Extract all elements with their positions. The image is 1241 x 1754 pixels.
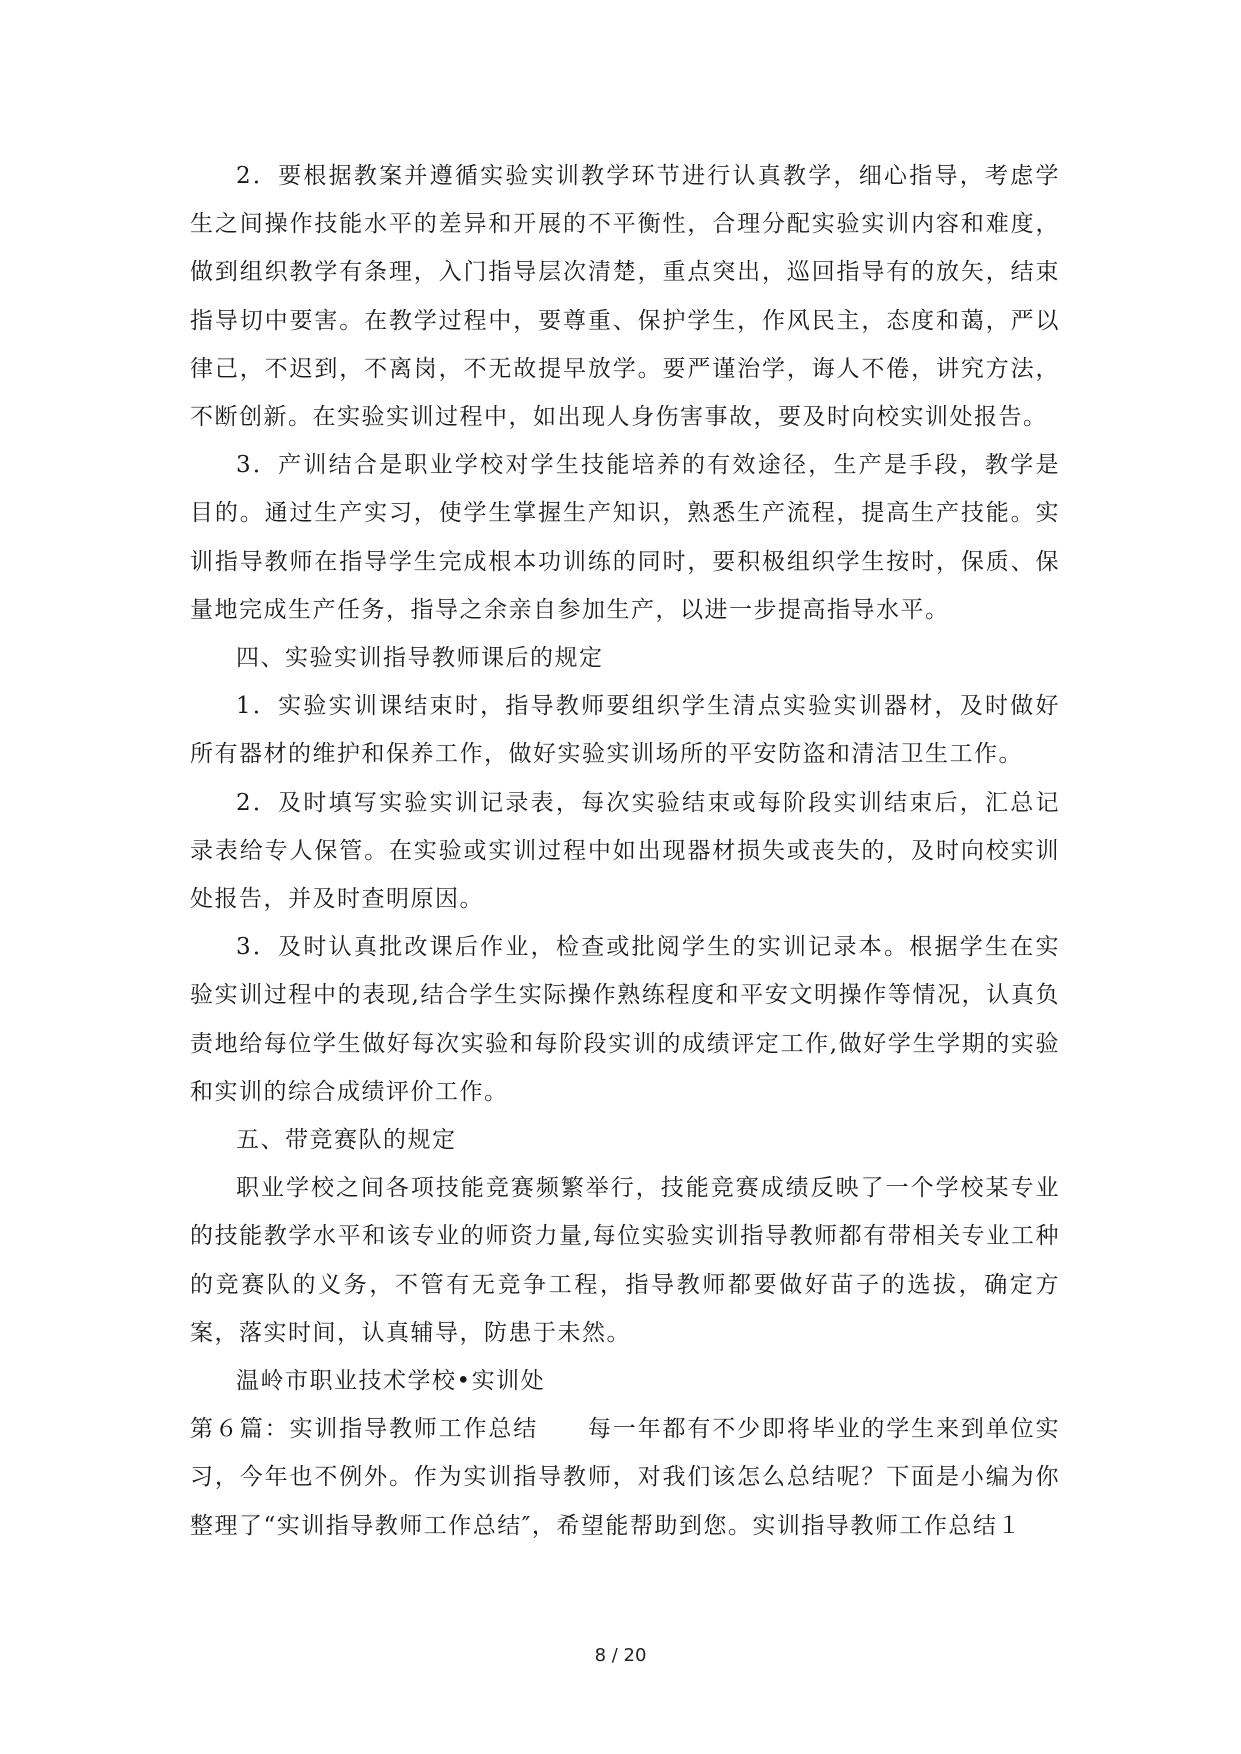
signature-line: 温岭市职业技术学校•实训处 [236, 1368, 546, 1395]
paragraph-item-2-teaching: 2．要根据教案并遵循实验实训教学环节进行认真教学，细心指导，考虑学生之间操作技能水平的差异和开展的不平衡性，合理分配实验实训内容和难度，做到组织教学有条理，入门指导层次清楚，重点突出，巡回指导有的放矢，结束指导切中要害。在教学过程中，要尊重、保护学生，作风民主，态度和蔼，严以律己，不迟到，不离岗，不无故提早放学。要严谨治学，诲人不倦，讲究方法，不断创新。在实验实训过程中，如出现人身伤害事故，要及时向校实训处报告。 [190, 163, 1060, 431]
paragraph-item-3-grading: 3．及时认真批改课后作业，检查或批阅学生的实训记录本。根据学生在实验实训过程中的表现,结合学生实际操作熟练程度和平安文明操作等情况，认真负责地给每位学生做好每次实验和每阶段实训的成绩评定工作,做好学生学期的实验和实训的综合成绩评价工作。 [190, 934, 1060, 1105]
paragraph-item-2-records: 2．及时填写实验实训记录表，每次实验结束或每阶段实训结束后，汇总记录表给专人保管。在实验或实训过程中如出现器材损失或丧失的，及时向校实训处报告，并及时查明原因。 [190, 789, 1060, 913]
paragraph-item-3-production-training: 3．产训结合是职业学校对学生技能培养的有效途径，生产是手段，教学是目的。通过生产实习，使学生掌握生产知识，熟悉生产流程，提高生产技能。实训指导教师在指导学生完成根本功训练的同时，要积极组织学生按时，保质、保量地完成生产任务，指导之余亲自参加生产，以进一步提高指导水平。 [190, 452, 1060, 623]
section-heading-after-class: 四、实验实训指导教师课后的规定 [236, 645, 604, 672]
paragraph-item-1-equipment: 1．实验实训课结束时，指导教师要组织学生清点实验实训器材，及时做好所有器材的维护和保养工作，做好实验实训场所的平安防盗和清洁卫生工作。 [190, 693, 1060, 768]
paragraph-competition: 职业学校之间各项技能竞赛频繁举行，技能竞赛成绩反映了一个学校某专业的技能教学水平和该专业的师资力量,每位实验实训指导教师都有带相关专业工种的竞赛队的义务，不管有无竞争工程，指导教师都要做好苗子的选拔，确定方案，落实时间，认真辅导，防患于未然。 [190, 1175, 1060, 1346]
paragraph-article-6: 第６篇：实训指导教师工作总结 每一年都有不少即将毕业的学生来到单位实习，今年也不例外。作为实训指导教师，对我们该怎么总结呢？下面是小编为你整理了“实训指导教师工作总结″，希望能帮助到您。实训指导教师工作总结１ [190, 1416, 1060, 1539]
page-number: 8 / 20 [594, 1645, 647, 1666]
section-heading-competition: 五、带竞赛队的规定 [236, 1127, 457, 1154]
document-body [190, 152, 1060, 1550]
